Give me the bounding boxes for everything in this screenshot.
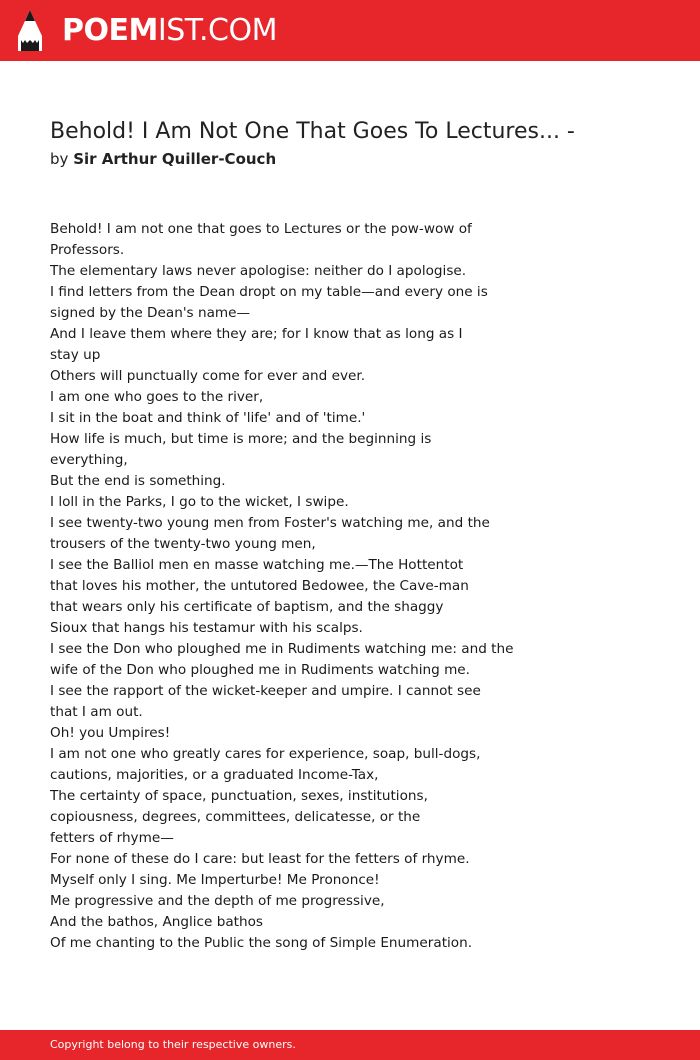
poem-line: I find letters from the Dean dropt on my table—and every one is bbox=[50, 284, 488, 300]
poem-line: Behold! I am not one that goes to Lectures or the pow-wow of bbox=[50, 221, 472, 237]
site-footer bbox=[0, 1030, 700, 1060]
poem-line: For none of these do I care: but least for the fetters of rhyme. bbox=[50, 851, 470, 867]
pencil-icon[interactable] bbox=[18, 10, 42, 51]
poem-line: The certainty of space, punctuation, sexes, institutions, bbox=[50, 788, 428, 804]
by-label: by bbox=[50, 150, 69, 168]
poem-line: that loves his mother, the untutored Bedowee, the Cave-man bbox=[50, 578, 469, 594]
poem-line: I am one who goes to the river, bbox=[50, 389, 264, 405]
poem-line: Oh! you Umpires! bbox=[50, 725, 171, 741]
poem-line: The elementary laws never apologise: neither do I apologise. bbox=[50, 263, 467, 279]
poem-line: And I leave them where they are; for I know that as long as I bbox=[50, 326, 463, 342]
poem-line: copiousness, degrees, committees, delicatesse, or the bbox=[50, 809, 421, 825]
site-logo[interactable] bbox=[62, 13, 277, 49]
poem-line: Me progressive and the depth of me progressive, bbox=[50, 893, 385, 909]
poem-line: wife of the Don who ploughed me in Rudiments watching me. bbox=[50, 662, 470, 678]
poem-byline bbox=[50, 149, 276, 169]
poem-line: Myself only I sing. Me Imperturbe! Me Prononce! bbox=[50, 872, 380, 888]
poem-line: Others will punctually come for ever and ever. bbox=[50, 368, 366, 384]
poem-line: I see the Don who ploughed me in Rudiments watching me: and the bbox=[50, 641, 514, 657]
poem-line: Of me chanting to the Public the song of Simple Enumeration. bbox=[50, 935, 473, 951]
poem-line: signed by the Dean's name— bbox=[50, 305, 251, 321]
poem-body bbox=[50, 219, 650, 954]
poem-title: Behold! I Am Not One That Goes To Lectures... - bbox=[50, 119, 575, 144]
poem-line: Sioux that hangs his testamur with his scalps. bbox=[50, 620, 363, 636]
poem-line: I see the rapport of the wicket-keeper and umpire. I cannot see bbox=[50, 683, 481, 699]
poem-line: trousers of the twenty-two young men, bbox=[50, 536, 316, 552]
poem-line: I sit in the boat and think of 'life' and of 'time.' bbox=[50, 410, 366, 426]
poem-line: I see the Balliol men en masse watching me.—The Hottentot bbox=[50, 557, 464, 573]
poem-line: stay up bbox=[50, 347, 101, 363]
site-header bbox=[0, 0, 700, 61]
poem-line: Professors. bbox=[50, 242, 125, 258]
poem-line: everything, bbox=[50, 452, 128, 468]
poem-line: that wears only his certificate of baptism, and the shaggy bbox=[50, 599, 444, 615]
logo-bold-text: POEM bbox=[62, 13, 158, 48]
poem-line: And the bathos, Anglice bathos bbox=[50, 914, 263, 930]
poem-line: cautions, majorities, or a graduated Income-Tax, bbox=[50, 767, 379, 783]
poem-line: that I am out. bbox=[50, 704, 143, 720]
poem-line: fetters of rhyme— bbox=[50, 830, 174, 846]
poem-line: I loll in the Parks, I go to the wicket, I swipe. bbox=[50, 494, 349, 510]
poem-line: How life is much, but time is more; and the beginning is bbox=[50, 431, 432, 447]
author-name: Sir Arthur Quiller-Couch bbox=[73, 150, 277, 168]
poem-line: I am not one who greatly cares for experience, soap, bull-dogs, bbox=[50, 746, 481, 762]
poem-line: I see twenty-two young men from Foster's watching me, and the bbox=[50, 515, 490, 531]
copyright-text: Copyright belong to their respective owners. bbox=[50, 1038, 296, 1051]
logo-light-text: IST.COM bbox=[157, 13, 277, 48]
poem-line: But the end is something. bbox=[50, 473, 226, 489]
